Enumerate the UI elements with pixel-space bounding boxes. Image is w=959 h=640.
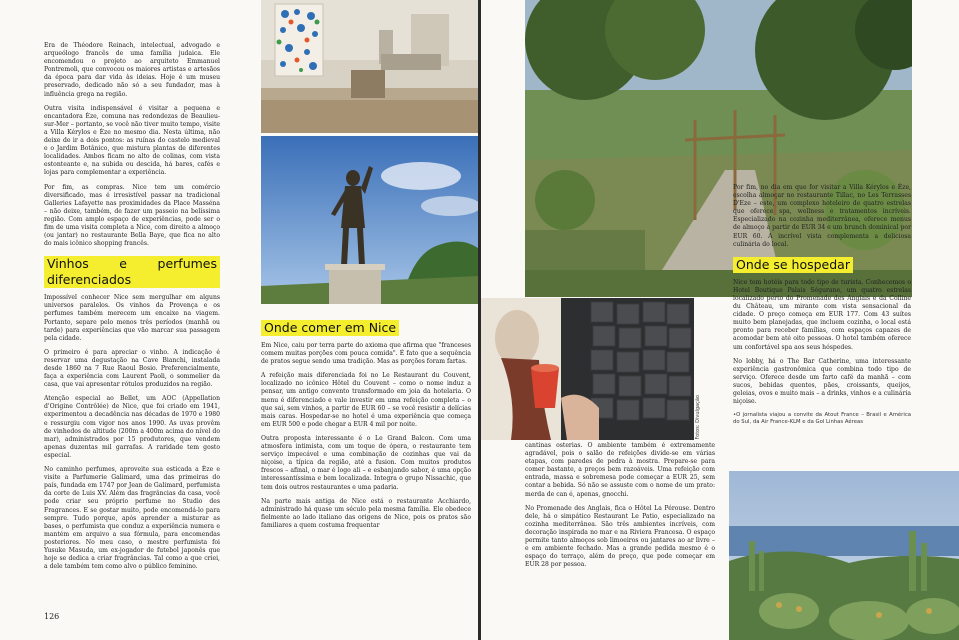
left-page xyxy=(0,0,478,640)
statue-photo xyxy=(261,136,478,304)
paragraph: Era de Théodore Reinach, intelectual, advogado e arqueólogo francês de uma família judaica. Ele encomendou o projeto ao arquiteto Emmanuel Pontremoli, que convocou os maiores artistas e artesãos da época para dar vida às ideias. Hoje é um museu preservado, dedicado não só a seu fundador, mas à influência grega na região. xyxy=(44,42,220,98)
paragraph: No caminho perfumes, aproveite sua esticada a Èze e visite a Parfumerie Galimard, uma das primeiras do país, fundada em 1747 por Jean de Galimard, perfumista da corte de Luis XV. Além das fragrâncias da casa, você pode criar seu próprio perfume no Studio des Fragrances. E se gostar muito, pode encomendá-lo para sempre. Tudo porque, após aprender a misturar as bases, o perfumista que conduz a experiência numera e mantém em arquivo a sua fórmula, para encomendas posteriores. No meu caso, o mestre perfumista foi Yusuke Masuda, um ex-jogador de futebol japonês que hoje se dedica a criar fragrâncias. Tal como a que criei, a dele também tem como alvo o público feminino. xyxy=(44,466,220,571)
paragraph: Por fim, no dia em que for visitar a Villa Kérylos e Èze, escolha almoçar no restaurante Tillac, no Les Terrasses D'Eze – este, um complexo hoteleiro de quatro estrelas que oferece spa, wellness e tratamentos incríveis. Especializado na cozinha mediterrânea, oferece menus de almoço a partir de EUR 34 e um brunch dominical por EUR 60. A incrível vista complementa a deliciosa culinária do local. xyxy=(733,184,911,248)
museum-interior-photo xyxy=(261,0,478,133)
paragraph: No Promenade des Anglais, fica o Hôtel La Pérouse. Dentro dele, há o simpático Restaurant Le Patio, especializado na cozinha mediterrânea. São três ambientes incríveis, com decoração inspirada no mar e na Riviera Francesa. O espaço permite tanto almoços sob limoeiros ou jantares ao ar livre – e em ambiente fechado. Mas a grande pedida mesmo é o espaço do terraço, além do preço, que pode começar em EUR 28 por pessoa. xyxy=(525,504,715,569)
paragraph: Outra proposta interessante é o Le Grand Balcon. Com uma atmosfera intimista, com um toque de ópera, o restaurante tem serviço impecável e uma combinação de cozinhas que vai da niçoise, a típica da região, até a fusion. Com muitos produtos frescos – afinal, o mar é logo ali – e esbanjando sabor, é uma opção interessantíssima e bem localizada. Integra o grupo Nissachic, que tem dois outros restaurantes e uma padaria. xyxy=(261,434,471,491)
paragraph: No lobby, há o The Bar Catherine, uma interessante experiência gastronômica que combina todo tipo de serviço. Oferece desde um farto café da manhã – com sucos, bebidas quentes, pães, croissants, queijos, geleias, ovos e muito mais – a drinks, vinhos e a culinária niçoise. xyxy=(733,357,911,406)
travel-note: •O jornalista viajou a convite da Atout France – Brasil e América do Sul, da Air France-KLM e da Gol Linhas Aéreas xyxy=(733,412,911,426)
paragraph: Outra visita indispensável é visitar a pequena e encantadora Èze, comuna nas redondezas de Beaulieu-sur-Mer – portanto, se você não tiver muito tempo, visite a Villa Kérylos e Èze no mesmo dia. Nesta última, não deixe de ir a dois pontos: as ruínas do castelo medieval e o Jardim Botânico, que mistura plantas de diferentes localidades. Ambos ficam no alto de colinas, com vista estonteante e, na subida ou descida, há bares, cafés e lojas para complementar a experiência. xyxy=(44,104,220,177)
page-number: 126 xyxy=(44,612,60,621)
section-heading-wine-perfume: Vinhos e perfumes diferenciados xyxy=(44,256,220,288)
paragraph: cantinas osterias. O ambiente também é extremamente agradável, pois o salão de refeições divide-se em várias etapas, com paredes de pedra à mostra. Prepare-se para comer bastante, a preços bem razoáveis. Uma refeição com entrada, massa e sobremesa pode começar a EUR 25, sem contar a bebida. Só não se assuste com o nome de um prato: merda de can é, apenas, gnocchi. xyxy=(525,442,715,498)
paragraph: Atenção especial ao Bellet, um AOC (Appellation d'Origine Contrôlée) de Nice, que foi criado em 1941, experimentou a decadência nas décadas de 1970 e 1980 e ressurgiu com vigor nos anos 1990. As uvas provêm de vinhedos de altitude (200m a 400m acima do nível do mar), administrados por 15 produtores, que vendem apenas duzentas mil garrafas. A raridade tem gosto especial. xyxy=(44,395,220,459)
left-column-2 xyxy=(261,318,471,536)
cocktail-photo xyxy=(481,298,694,440)
section-heading-where-to-eat: Onde comer em Nice xyxy=(261,320,399,336)
left-column-1 xyxy=(44,42,220,577)
paragraph: O primeiro é para apreciar o vinho. A indicação é reservar uma degustação na Cave Bianchi, instalada desde 1860 na 7 Rue Raoul Bosio. Preferencialmente, faça a experiência com Laurent Paoli, o sommelier da casa, que vai apresentar rótulos produzidos na região. xyxy=(44,348,220,389)
right-column-2 xyxy=(733,184,911,426)
right-column-mid xyxy=(525,442,715,575)
right-page xyxy=(481,0,959,640)
paragraph: Nice tem hotéis para todo tipo de turista. Conhecemos o Hotel Boutique Palais Ségurane, um quatro estrelas localizado perto do Promenade des Anglais e da Colline du Château, um mirante com vista sensacional da cidade. O preço começa em EUR 177. Com 43 suítes muito bem planejadas, que incluem cozinha, o local está pronto para receber famílias, com espaços capazes de acomodar bem até oito pessoas. O hotel também oferece um confortável spa aos seus hóspedes. xyxy=(733,278,911,351)
paragraph: Em Nice, caiu por terra parte do axioma que afirma que "franceses comem muitas porções com pouca comida". É fato que a sequência de pratos segue sendo uma tradição. Mas as porções foram fartas. xyxy=(261,342,471,366)
paragraph: Por fim, as compras. Nice tem um comércio diversificado, mas é irresistível passar na tradicional Galleries Lafayette nas proximidades da Place Masséna – não deixe, também, de fazer um passeio na belíssima região. Com amplo espaço de experiências, pode ser o fim de uma visita completa a Nice, com direito a almoço (ou jantar) no restaurante Bella Baye, que fica no alto do mais icônico shopping francês. xyxy=(44,183,220,248)
paragraph: A refeição mais diferenciada foi no Le Restaurant du Couvent, localizado no icônico Hôtel du Couvent – como o nome induz a pensar, um antigo convento transformado em joia da hotelaria. O menu é diferenciado e vale investir em uma refeição completa – o que sai, sem vinhos, a partir de EUR 60 – se você resistir a delícias mais caras. Hospedar-se no hotel é uma experiência que começa em EUR 500 e pode chegar a EUR 4 mil por noite. xyxy=(261,372,471,428)
paragraph: Impossível conhecer Nice sem mergulhar em alguns universos paralelos. Os vinhos da Provença e os perfumes também merecem um encaixe na viagem. Portanto, separe pelo menos três períodos (manhã ou tarde) para experiências que vão marcar sua passagem pela cidade. xyxy=(44,294,220,342)
section-heading-where-to-stay: Onde se hospedar xyxy=(733,257,853,273)
photo-credit: Fotos: Divulgação xyxy=(695,395,701,440)
paragraph: Na parte mais antiga de Nice está o restaurante Acchiardo, administrado há quase um século pela mesma família. Ele obedece fielmente ao lado italiano das origens de Nice, pois os pratos são familiares a quem costuma frequentar xyxy=(261,497,471,529)
exotic-garden-photo xyxy=(729,471,959,640)
